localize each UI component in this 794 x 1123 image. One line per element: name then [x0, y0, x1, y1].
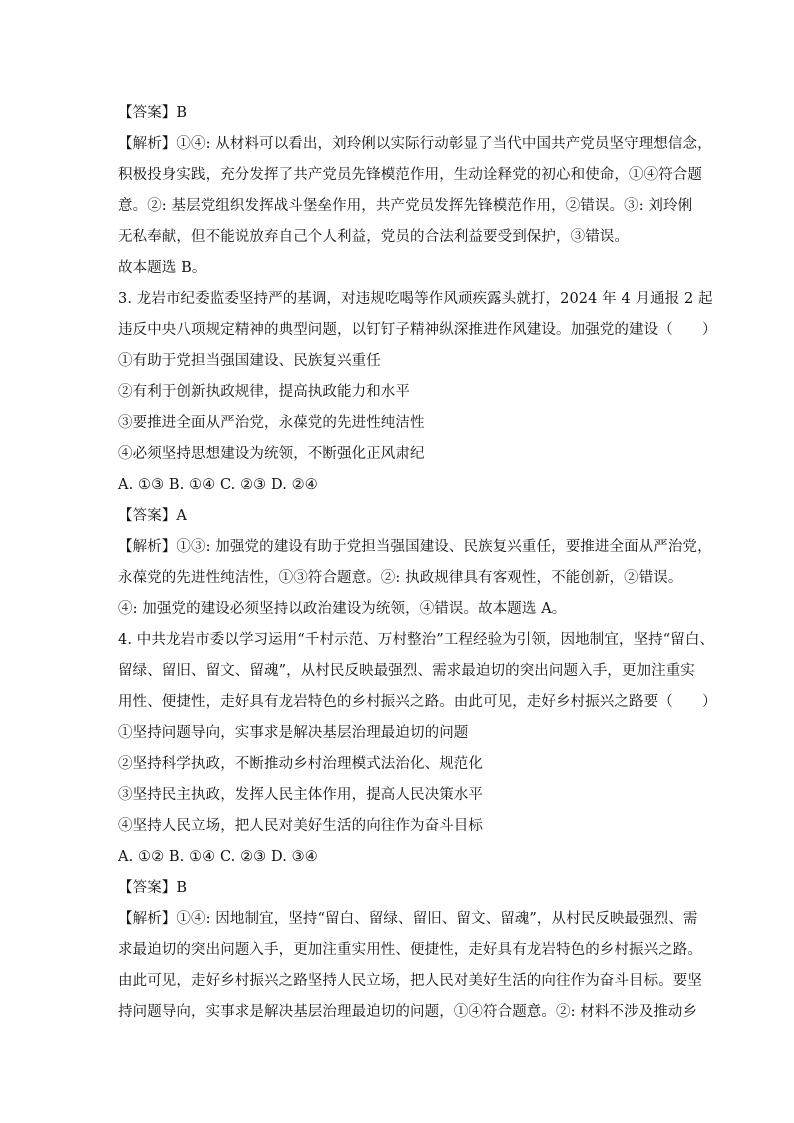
analysis-text: 意。②: 基层党组织发挥战斗堡垒作用，共产党员发挥先锋模范作用，②错误。③: 刘玲俐: [118, 198, 693, 214]
question-4-stem: 留绿、留旧、留文、留魂”，从村民反映最强烈、需求最迫切的突出问题入手，更加注重实: [118, 663, 695, 679]
question-4-option: ③坚持民主执政，发挥人民主体作用，提高人民决策水平: [118, 787, 483, 803]
question-3-option: ③要推进全面从严治党，永葆党的先进性纯洁性: [118, 415, 425, 431]
question-3-option: ②有利于创新执政规律，提高执政能力和水平: [118, 384, 410, 400]
answer-label: 【答案】B: [118, 880, 188, 896]
answer-label: 【答案】A: [118, 508, 187, 524]
question-3-stem: 3. 龙岩市纪委监委坚持严的基调，对违规吃喝等作风顽疾露头就打，2024 年 4 月通报 2 起: [118, 291, 713, 307]
question-4-option: ④坚持人民立场，把人民对美好生活的向往作为奋斗目标: [118, 818, 483, 834]
question-4-choices: A. ①② B. ①④ C. ②③ D. ③④: [118, 849, 318, 865]
analysis-text: 求最迫切的突出问题入手，更加注重实用性、便捷性，走好具有龙岩特色的乡村振兴之路。: [118, 942, 702, 958]
question-3-option: ①有助于党担当强国建设、民族复兴重任: [118, 353, 381, 369]
document-page: [118, 98, 717, 1028]
analysis-text: ④: 加强党的建设必须坚持以政治建设为统领，④错误。故本题选 A。: [118, 601, 567, 617]
analysis-text: 永葆党的先进性纯洁性，①③符合题意。②: 执政规律具有客观性，不能创新，②错误。: [118, 570, 683, 586]
question-3-stem: 违反中央八项规定精神的典型问题，以钉钉子精神纵深推进作风建设。加强党的建设（ ）: [118, 322, 717, 338]
question-4-stem: 用性、便捷性，走好具有龙岩特色的乡村振兴之路。由此可见，走好乡村振兴之路要（ ）: [118, 694, 717, 710]
question-4-option: ②坚持科学执政，不断推动乡村治理模式法治化、规范化: [118, 756, 483, 772]
question-3-option: ④必须坚持思想建设为统领，不断强化正风肃纪: [118, 446, 425, 462]
analysis-text: 持问题导向，实事求是解决基层治理最迫切的问题，①④符合题意。②: 材料不涉及推动乡: [118, 1004, 698, 1020]
question-4-option: ①坚持问题导向，实事求是解决基层治理最迫切的问题: [118, 725, 469, 741]
conclusion-text: 故本题选 B。: [118, 260, 207, 276]
analysis-text: 【解析】①④: 因地制宜，坚持“留白、留绿、留旧、留文、留魂”，从村民反映最强烈、需: [118, 911, 698, 927]
analysis-text: 由此可见，走好乡村振兴之路坚持人民立场，把人民对美好生活的向往作为奋斗目标。要坚: [118, 973, 702, 989]
analysis-text: 无私奉献，但不能说放弃自己个人利益，党员的合法利益要受到保护，③错误。: [118, 229, 629, 245]
analysis-text: 【解析】①④: 从材料可以看出，刘玲俐以实际行动彰显了当代中国共产党员坚守理想信念，: [118, 136, 712, 152]
question-4-stem: 4. 中共龙岩市委以学习运用“千村示范、万村整治”工程经验为引领，因地制宜，坚持“留白、: [118, 632, 715, 648]
analysis-text: 【解析】①③: 加强党的建设有助于党担当强国建设、民族复兴重任，要推进全面从严治党，: [118, 539, 712, 555]
question-3-choices: A. ①③ B. ①④ C. ②③ D. ②④: [118, 477, 318, 493]
analysis-text: 积极投身实践，充分发挥了共产党员先锋模范作用，生动诠释党的初心和使命，①④符合题: [118, 167, 702, 183]
answer-label: 【答案】B: [118, 105, 188, 121]
